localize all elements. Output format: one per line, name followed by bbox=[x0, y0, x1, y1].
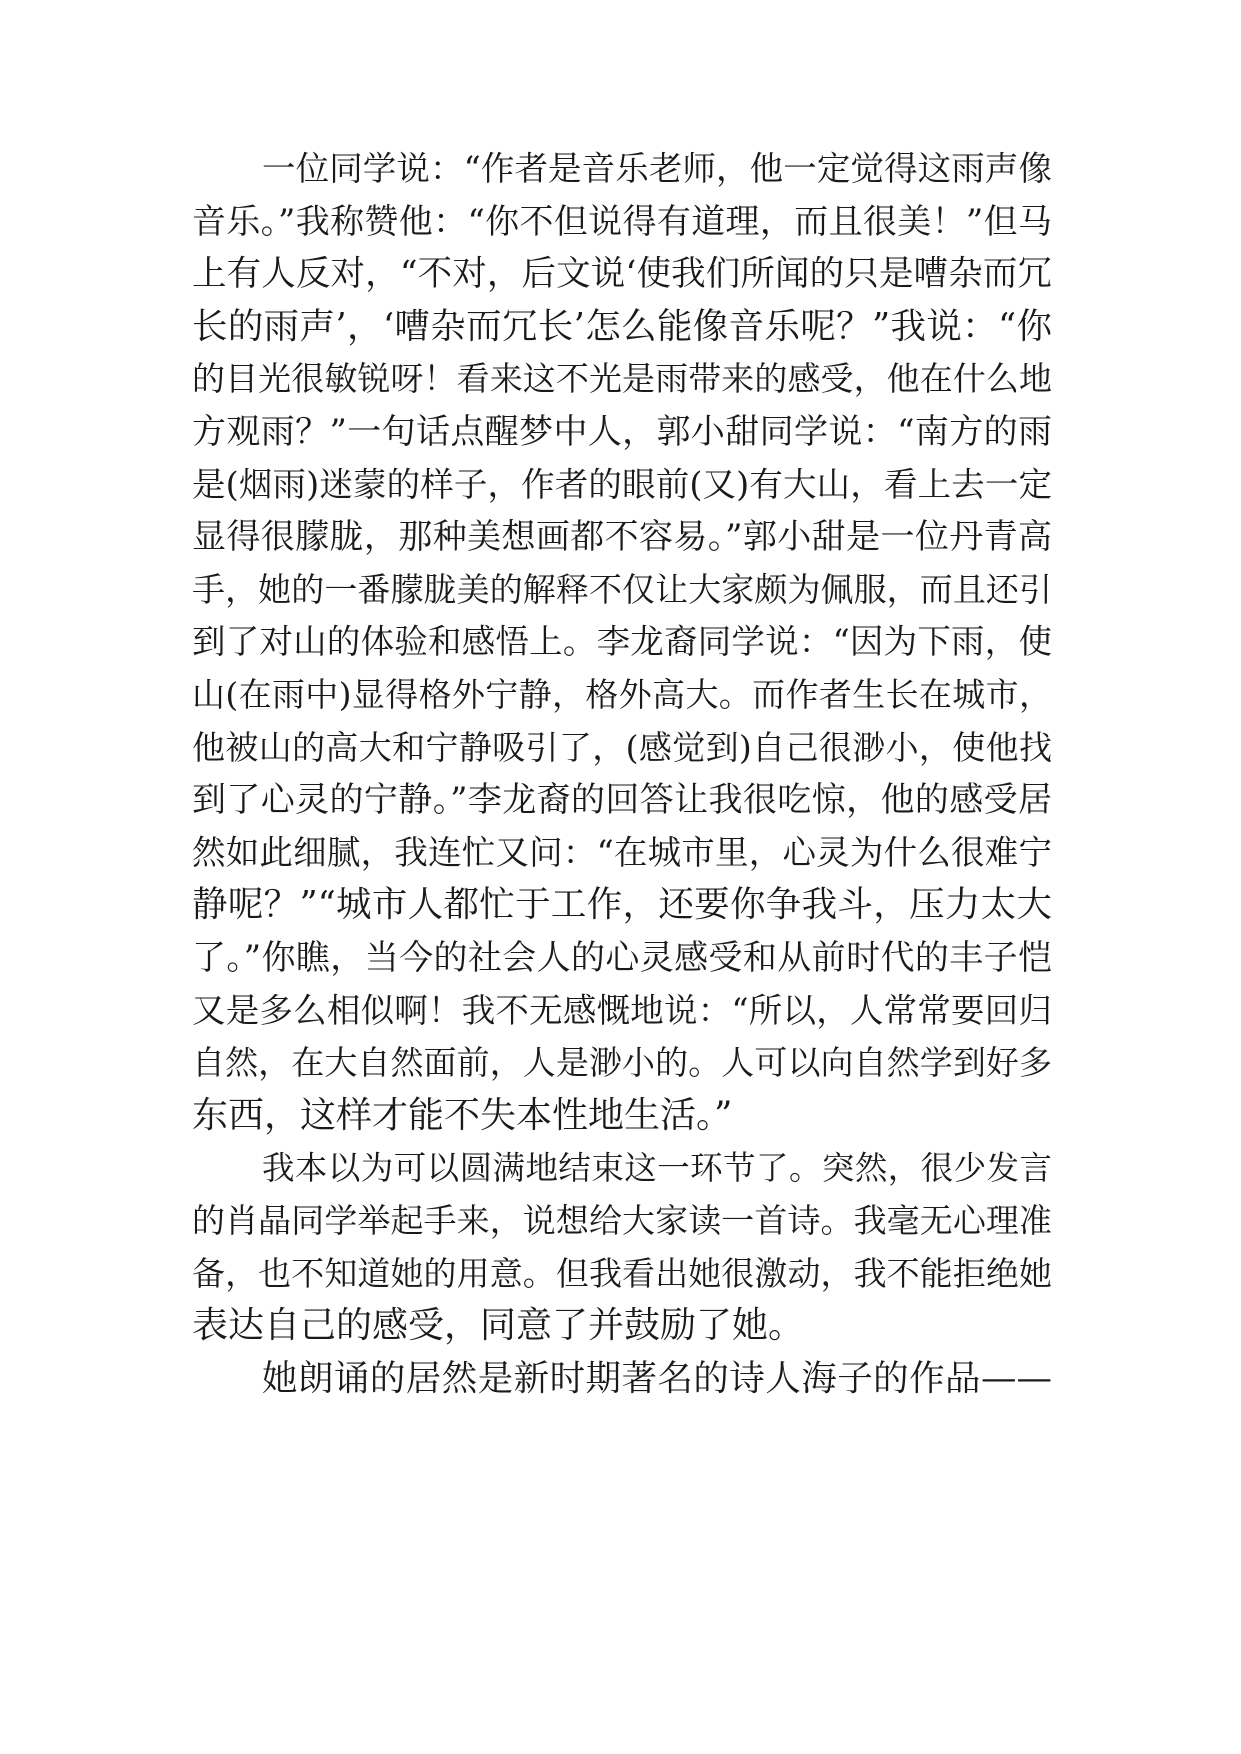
text-line: 她朗诵的居然是新时期著名的诗人海子的作品—— bbox=[262, 1357, 1052, 1399]
text-line: 到了对山的体验和感悟上。李龙裔同学说：“因为下雨，使 bbox=[192, 622, 1052, 662]
text-line: 东西，这样才能不失本性地生活。” bbox=[192, 1094, 733, 1136]
text-line: 自然，在大自然面前，人是渺小的。人可以向自然学到好多 bbox=[192, 1043, 1052, 1083]
text-line: 了。”你瞧，当今的社会人的心灵感受和从前时代的丰子恺 bbox=[192, 938, 1052, 978]
text-line: 山(在雨中)显得格外宁静，格外高大。而作者生长在城市， bbox=[192, 675, 1052, 714]
text-line: 的肖晶同学举起手来，说想给大家读一首诗。我毫无心理准 bbox=[192, 1201, 1052, 1240]
text-line: 上有人反对，“不对，后文说‘使我们所闻的只是嘈杂而冗 bbox=[192, 254, 1052, 295]
text-line: 显得很朦胧，那种美想画都不容易。”郭小甜是一位丹青高 bbox=[192, 517, 1052, 558]
text-line: 又是多么相似啊！我不无感慨地说：“所以，人常常要回归 bbox=[192, 990, 1052, 1030]
text-line: 静呢？”“城市人都忙于工作，还要你争我斗，压力太大 bbox=[192, 884, 1052, 926]
text-line: 他被山的高大和宁静吸引了，(感觉到)自己很渺小，使他找 bbox=[192, 727, 1052, 767]
text-line: 到了心灵的宁静。”李龙裔的回答让我很吃惊，他的感受居 bbox=[192, 780, 1052, 821]
text-line: 表达自己的感受，同意了并鼓励了她。 bbox=[192, 1305, 805, 1347]
text-line: 方观雨？”一句话点醒梦中人，郭小甜同学说：“南方的雨 bbox=[192, 412, 1052, 452]
text-line: 我本以为可以圆满地结束这一环节了。突然，很少发言 bbox=[262, 1149, 1052, 1188]
text-line: 手，她的一番朦胧美的解释不仅让大家颇为佩服，而且还引 bbox=[192, 569, 1052, 609]
text-line: 然如此细腻，我连忙又问：“在城市里，心灵为什么很难宁 bbox=[192, 832, 1052, 872]
text-line: 备，也不知道她的用意。但我看出她很激动，我不能拒绝她 bbox=[192, 1253, 1052, 1293]
text-line: 是(烟雨)迷蒙的样子，作者的眼前(又)有大山，看上去一定 bbox=[192, 464, 1052, 504]
text-line: 音乐。”我称赞他：“你不但说得有道理，而且很美！”但马 bbox=[192, 201, 1052, 242]
text-line: 的目光很敏锐呀！看来这不光是雨带来的感受，他在什么地 bbox=[192, 359, 1052, 399]
text-line: 一位同学说：“作者是音乐老师，他一定觉得这雨声像 bbox=[262, 149, 1052, 188]
text-line: 长的雨声’，‘嘈杂而冗长’怎么能像音乐呢？”我说：“你 bbox=[192, 305, 1052, 347]
